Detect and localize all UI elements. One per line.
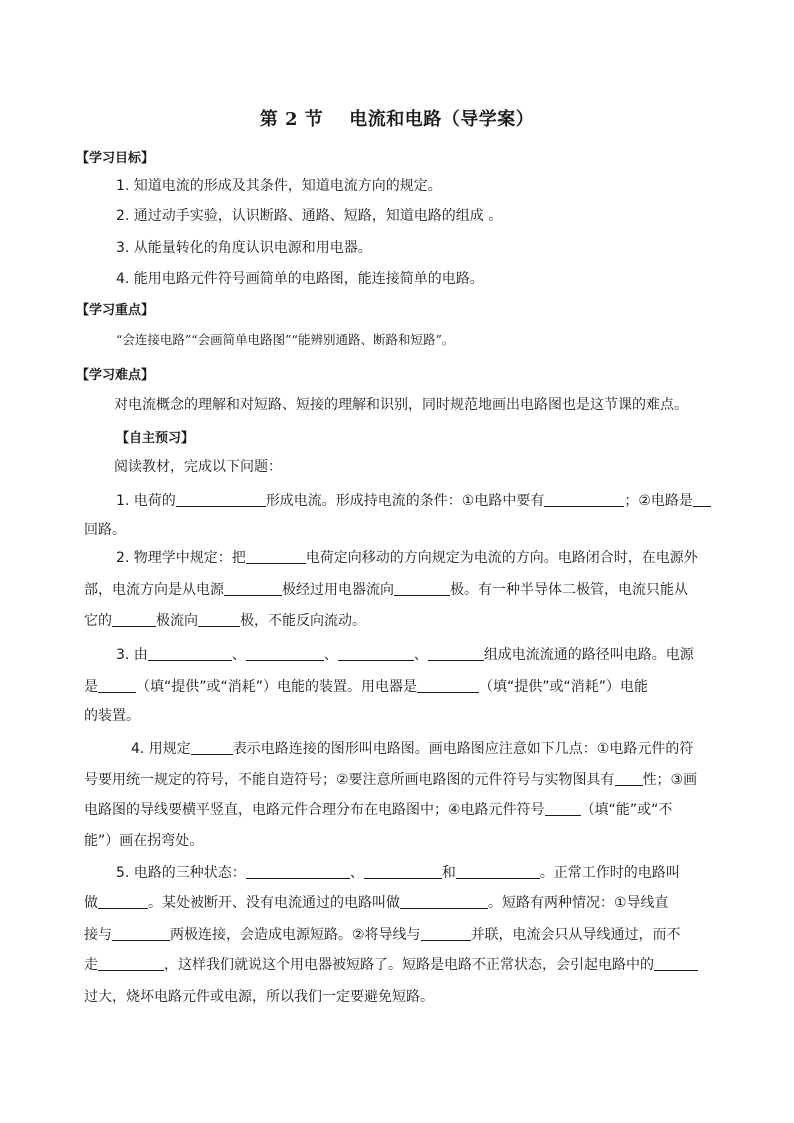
- fill-blank[interactable]: [364, 864, 442, 879]
- heading-difficulty: 【学习难点】: [76, 368, 155, 383]
- heading-preview: 【自主预习】: [116, 431, 195, 446]
- question-5-line-5: 过大，烧坏电路元件或电源，所以我们一定要避免短路。: [84, 989, 434, 1005]
- fill-blank[interactable]: [224, 581, 282, 596]
- fill-blank[interactable]: [176, 492, 266, 507]
- fill-blank[interactable]: [148, 646, 232, 661]
- goal-item: 3. 从能量转化的角度认识电源和用电器。: [116, 240, 372, 256]
- preview-intro: 阅读教材，完成以下问题：: [114, 459, 282, 475]
- fill-blank[interactable]: [198, 612, 240, 627]
- question-2-line-3: 它的 极流向 极，不能反向流动。: [84, 613, 366, 629]
- question-4-line-2: 号要用统一规定的符号，不能自造符号；②要注意所画电路图的元件符号与实物图具有 性；③画: [84, 772, 698, 788]
- fill-blank[interactable]: [98, 956, 164, 971]
- focus-text: “会连接电路”“会画简单电路图”“能辨别通路、断路和短路”。: [116, 332, 455, 347]
- fill-blank[interactable]: [246, 646, 324, 661]
- fill-blank[interactable]: [112, 926, 170, 941]
- goal-item: 2. 通过动手实验，认识断路、通路、短路，知道电路的组成 。: [116, 208, 503, 224]
- fill-blank[interactable]: [246, 549, 306, 564]
- fill-blank[interactable]: [394, 581, 450, 596]
- question-4-line-1: 4. 用规定 表示电路连接的图形叫电路图。画电路图应注意如下几点：①电路元件的符: [131, 741, 694, 757]
- question-5-line-1: 5. 电路的三种状态： 、 和 。正常工作时的电路叫: [116, 865, 680, 881]
- fill-blank[interactable]: [112, 612, 156, 627]
- fill-blank[interactable]: [693, 492, 711, 507]
- fill-blank[interactable]: [456, 864, 540, 879]
- fill-blank[interactable]: [545, 801, 581, 816]
- fill-blank[interactable]: [615, 771, 643, 786]
- fill-blank[interactable]: [417, 678, 479, 693]
- fill-blank[interactable]: [400, 894, 488, 909]
- fill-blank[interactable]: [654, 956, 698, 971]
- question-3-line-1: 3. 由 、 、 、 组成电流流通的路径叫电路。电源: [116, 647, 694, 663]
- question-3-line-3: 的装置。: [84, 708, 140, 724]
- difficulty-text: 对电流概念的理解和对短路、短接的理解和识别，同时规范地画出电路图也是这节课的难点。: [114, 397, 688, 413]
- question-1-line-1: 1. 电荷的 形成电流。形成持电流的条件：①电路中要有 ；②电路是: [116, 491, 711, 511]
- question-5-line-3: 接与 两极连接，会造成电源短路。②将导线与 并联，电流会只从导线通过，而不: [84, 927, 681, 943]
- page-title: [0, 105, 794, 131]
- question-1-line-2: 回路。: [84, 522, 126, 538]
- fill-blank[interactable]: [421, 926, 471, 941]
- question-2-line-2: 部，电流方向是从电源 极经过用电器流向 极。有一种半导体二极管，电流只能从: [84, 582, 688, 598]
- fill-blank[interactable]: [428, 646, 484, 661]
- fill-blank[interactable]: [98, 678, 136, 693]
- heading-goals: 【学习目标】: [76, 151, 155, 166]
- fill-blank[interactable]: [338, 646, 414, 661]
- goal-item: 1. 知道电流的形成及其条件，知道电流方向的规定。: [116, 178, 442, 194]
- question-4-line-3: 电路图的导线要横平竖直，电路元件合理分布在电路图中；④电路元件符号 （填“能”或“不: [84, 802, 673, 818]
- heading-focus: 【学习重点】: [76, 303, 155, 318]
- question-5-line-4: 走 ，这样我们就说这个用电器被短路了。短路是电路不正常状态，会引起电路中的: [84, 955, 698, 975]
- section-name: 电流和电路（导学案）: [349, 109, 535, 130]
- goal-item: 4. 能用电路元件符号画简单的电路图，能连接简单的电路。: [116, 271, 484, 287]
- fill-blank[interactable]: [191, 740, 233, 755]
- question-3-line-2: 是 （填“提供”或“消耗”）电能的装置。用电器是 （填“提供”或“消耗”）电能: [84, 679, 649, 695]
- fill-blank[interactable]: [246, 864, 350, 879]
- fill-blank[interactable]: [544, 492, 624, 507]
- fill-blank[interactable]: [98, 894, 148, 909]
- section-number: 第 2 节: [259, 109, 324, 130]
- question-2-line-1: 2. 物理学中规定：把 电荷定向移动的方向规定为电流的方向。电路闭合时，在电源外: [116, 550, 698, 566]
- question-4-line-4: 能”）画在拐弯处。: [84, 833, 204, 849]
- question-5-line-2: 做 。某处被断开、没有电流通过的电路叫做 。短路有两种情况：①导线直: [84, 895, 669, 911]
